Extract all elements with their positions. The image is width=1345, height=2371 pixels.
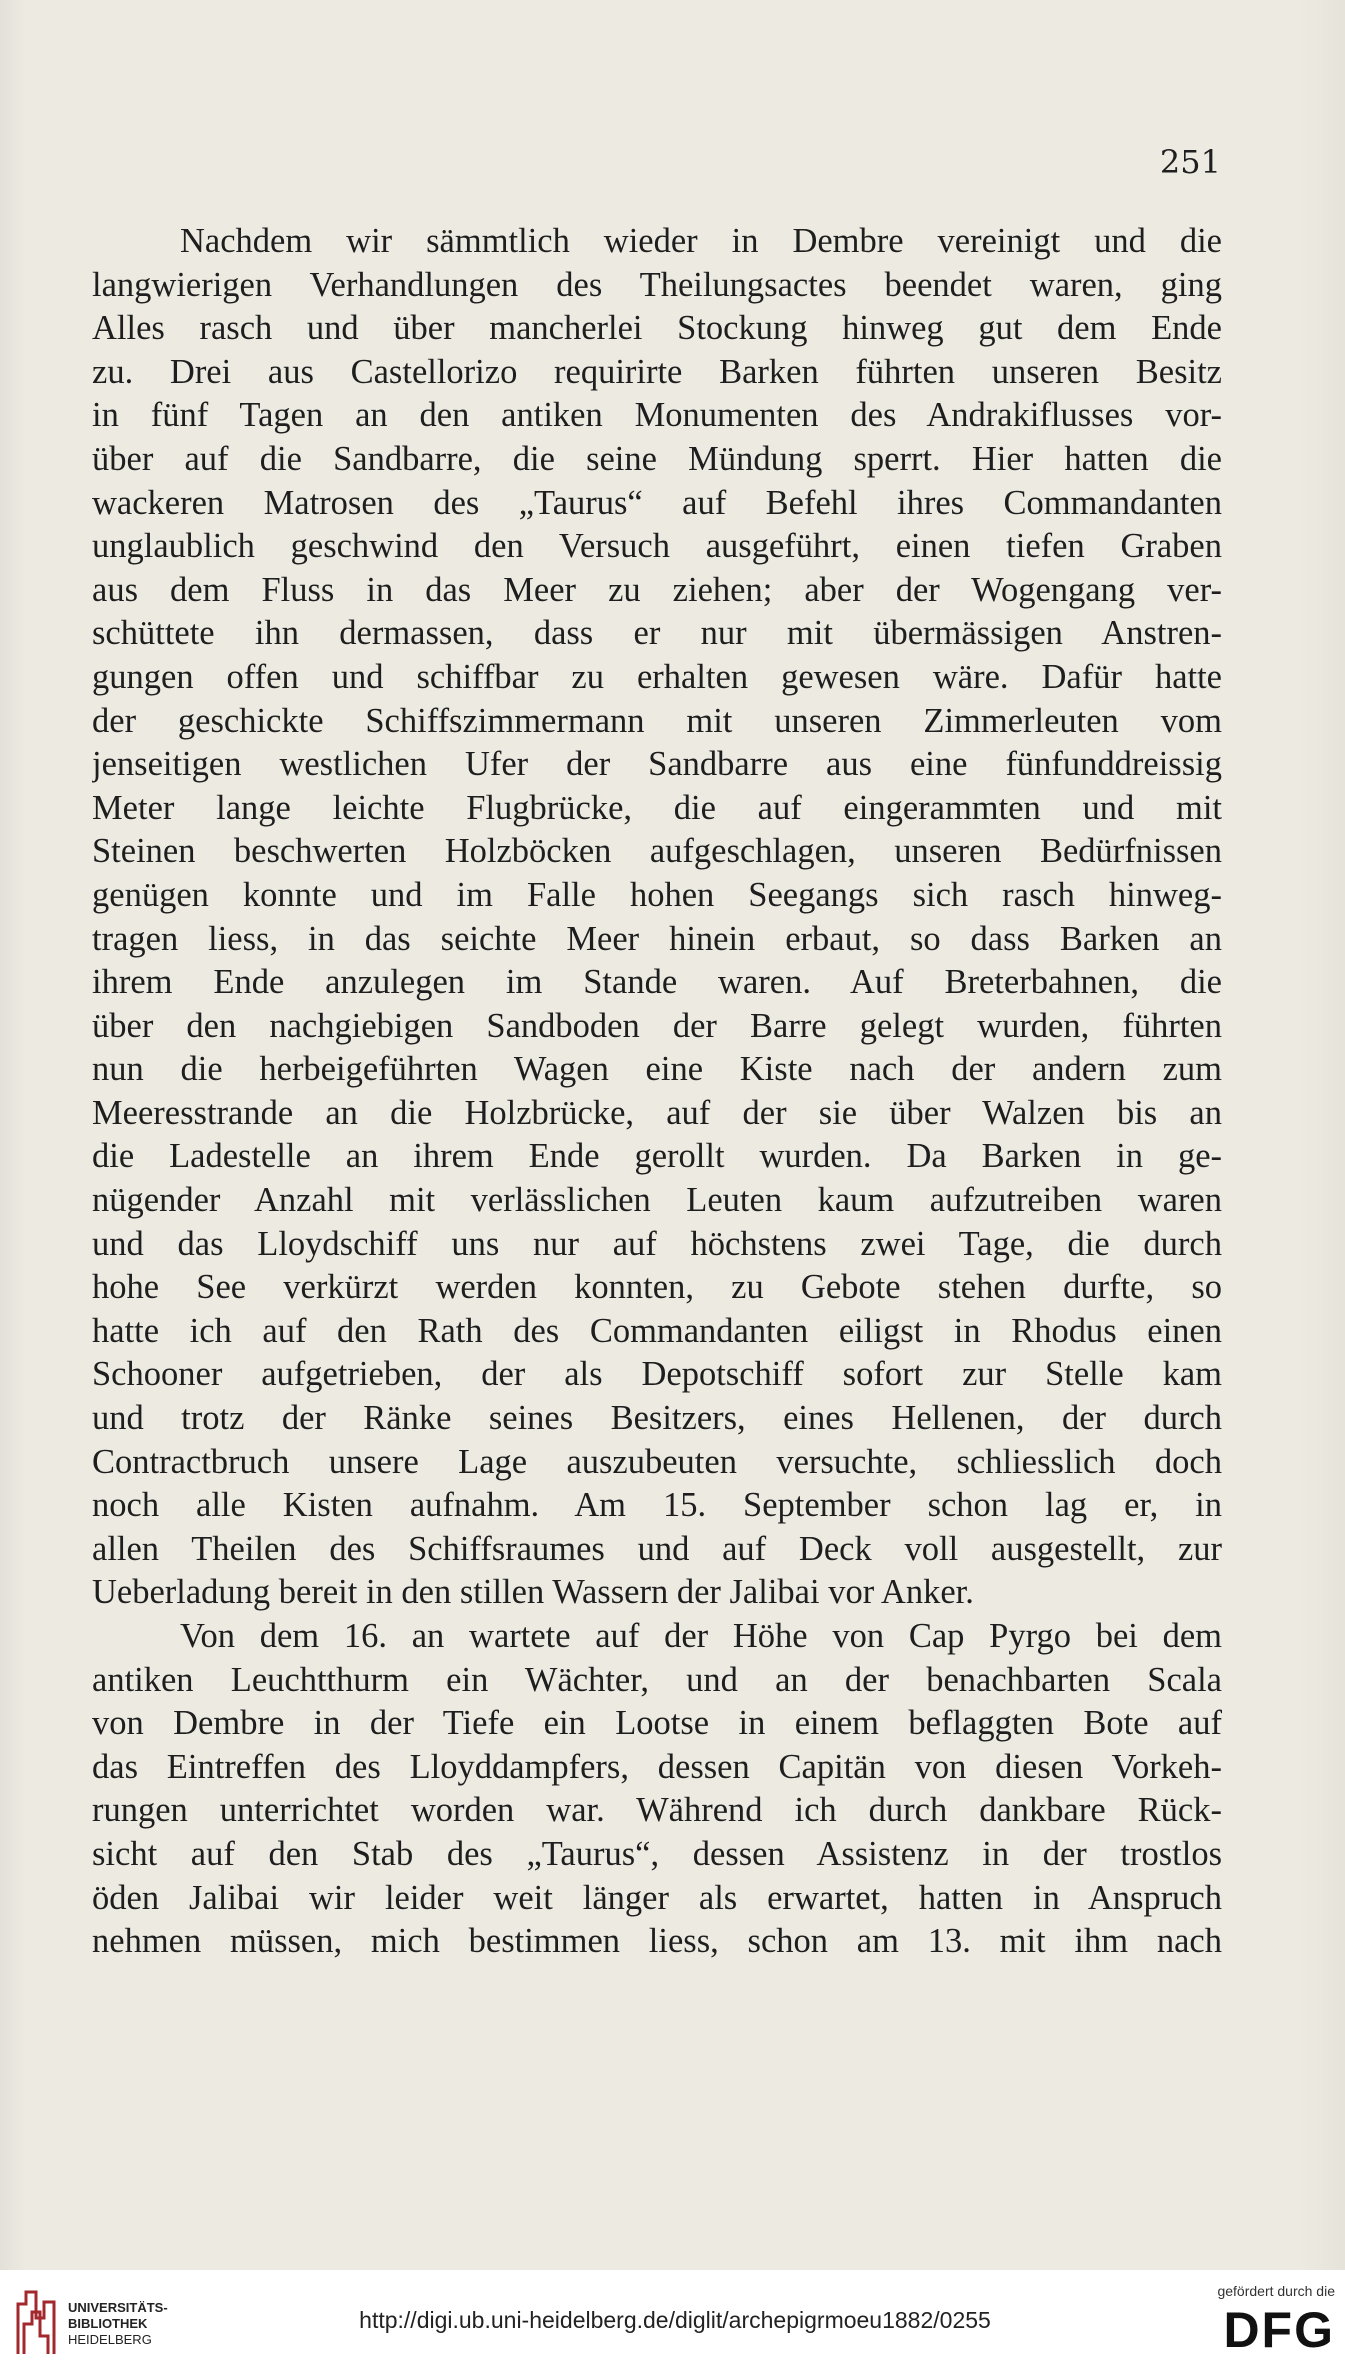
page-number: 251 (1159, 143, 1221, 181)
permalink-url[interactable]: http://digi.ub.uni-heidelberg.de/diglit/archepigrmoeu1882/0255 (359, 2307, 991, 2333)
text-line: aus dem Fluss in das Meer zu ziehen; aber der Wogengang ver- (92, 570, 1222, 609)
text-line: über auf die Sandbarre, die seine Mündung sperrt. Hier hatten die (92, 439, 1222, 478)
text-line: gungen offen und schiffbar zu erhalten gewesen wäre. Dafür hatte (92, 657, 1222, 696)
library-name-line: UNIVERSITÄTS- (68, 2300, 168, 2315)
text-line: wackeren Matrosen des „Taurus“ auf Befehl ihres Commandanten (92, 483, 1222, 522)
text-line: Nachdem wir sämmtlich wieder in Dembre vereinigt und die (180, 222, 1222, 260)
text-line: Contractbruch unsere Lage auszubeuten versuchte, schliesslich doch (92, 1442, 1222, 1481)
text-line: ihrem Ende anzulegen im Stande waren. Auf Breterbahnen, die (92, 963, 1222, 1002)
text-line: Steinen beschwerten Holzböcken aufgeschlagen, unseren Bedürfnissen (92, 832, 1222, 871)
text-line: hohe See verkürzt werden konnten, zu Gebote stehen durfte, so (92, 1268, 1222, 1307)
dfg-logo: DFG (1223, 2302, 1335, 2358)
text-line: unglaublich geschwind den Versuch ausgeführt, einen tiefen Graben (92, 527, 1222, 566)
text-line: hatte ich auf den Rath des Commandanten eiligst in Rhodus einen (92, 1311, 1222, 1350)
text-line: Meeresstrande an die Holzbrücke, auf der sie über Walzen bis an (92, 1093, 1222, 1132)
text-line: nehmen müssen, mich bestimmen liess, schon am 13. mit ihm nach (92, 1922, 1222, 1961)
text-line: von Dembre in der Tiefe ein Lootse in einem beflaggten Bote auf (92, 1704, 1222, 1743)
text-line: tragen liess, in das seichte Meer hinein erbaut, so dass Barken an (92, 919, 1222, 958)
text-line: über den nachgiebigen Sandboden der Barre gelegt wurden, führten (92, 1006, 1222, 1045)
text-line: allen Theilen des Schiffsraumes und auf Deck voll ausgestellt, zur (92, 1529, 1222, 1568)
text-line: die Ladestelle an ihrem Ende gerollt wurden. Da Barken in ge- (92, 1137, 1222, 1176)
text-line: rungen unterrichtet worden war. Während ich durch dankbare Rück- (92, 1791, 1222, 1830)
text-line: noch alle Kisten aufnahm. Am 15. September schon lag er, in (92, 1486, 1222, 1525)
text-line: nügender Anzahl mit verlässlichen Leuten kaum aufzutreiben waren (92, 1181, 1222, 1220)
text-line: nun die herbeigeführten Wagen eine Kiste nach der andern zum (92, 1050, 1222, 1089)
text-line: der geschickte Schiffszimmermann mit unseren Zimmerleuten vom (92, 701, 1222, 740)
text-line: Ueberladung bereit in den stillen Wassern der Jalibai vor Anker. (92, 1573, 974, 1612)
text-line: sicht auf den Stab des „Taurus“, dessen Assistenz in der trostlos (92, 1834, 1222, 1873)
funded-by-label: gefördert durch die (1217, 2283, 1335, 2299)
library-name (68, 2300, 168, 2348)
text-line: Meter lange leichte Flugbrücke, die auf eingerammten und mit (92, 788, 1222, 827)
text-line: in fünf Tagen an den antiken Monumenten des Andrakiflusses vor- (92, 396, 1222, 435)
text-line: das Eintreffen des Lloyddampfers, dessen Capitän von diesen Vorkeh- (92, 1747, 1222, 1786)
text-line: Alles rasch und über mancherlei Stockung hinweg gut dem Ende (92, 309, 1222, 348)
text-line: zu. Drei aus Castellorizo requirirte Barken führten unseren Besitz (92, 352, 1222, 391)
text-line: antiken Leuchtthurm ein Wächter, und an der benachbarten Scala (92, 1660, 1222, 1699)
text-line: jenseitigen westlichen Ufer der Sandbarre aus eine fünfunddreissig (92, 745, 1222, 784)
text-line: und trotz der Ränke seines Besitzers, eines Hellenen, der durch (92, 1399, 1222, 1438)
text-line: Von dem 16. an wartete auf der Höhe von Cap Pyrgo bei dem (180, 1617, 1222, 1655)
text-line: und das Lloydschiff uns nur auf höchstens zwei Tage, die durch (92, 1224, 1222, 1263)
text-line: Schooner aufgetrieben, der als Depotschiff sofort zur Stelle kam (92, 1355, 1222, 1394)
text-line: schüttete ihn dermassen, dass er nur mit übermässigen Anstren- (92, 614, 1222, 653)
body-text (92, 220, 1222, 1964)
library-logo-icon (14, 2284, 58, 2356)
text-line: langwierigen Verhandlungen des Theilungsactes beendet waren, ging (92, 265, 1222, 304)
library-name-line: HEIDELBERG (68, 2332, 152, 2347)
library-name-line: BIBLIOTHEK (68, 2316, 148, 2331)
text-line: genügen konnte und im Falle hohen Seegangs sich rasch hinweg- (92, 875, 1222, 914)
text-line: öden Jalibai wir leider weit länger als erwartet, hatten in Anspruch (92, 1878, 1222, 1917)
